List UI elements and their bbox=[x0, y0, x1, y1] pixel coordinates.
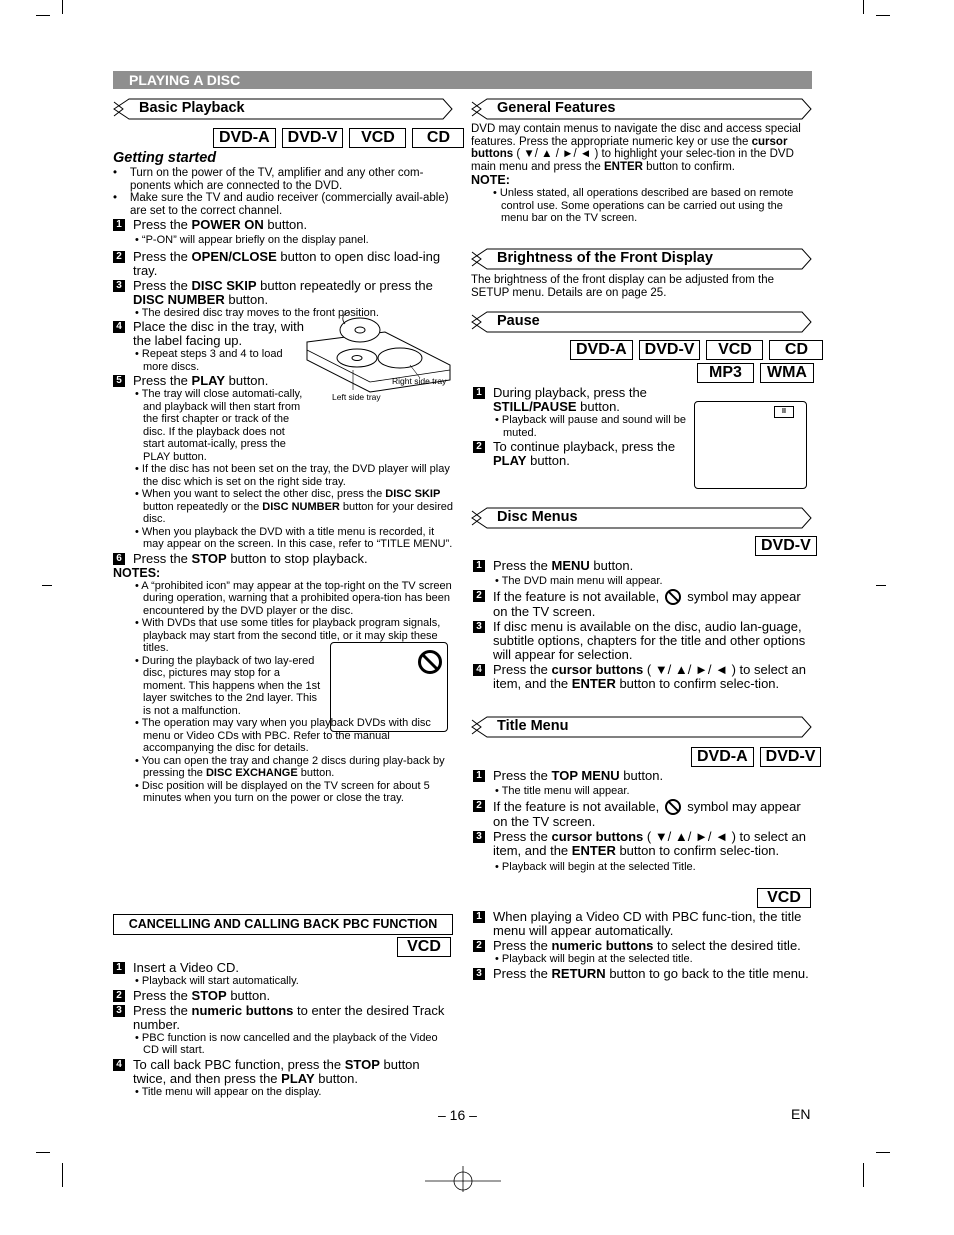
title-menu-vcd-body bbox=[473, 909, 813, 981]
title-menu-badges bbox=[691, 747, 821, 767]
disc-badge: DVD-A bbox=[213, 128, 276, 148]
brightness-text: The brightness of the front display can be adjusted from the SETUP menu. Details are on page 25. bbox=[471, 274, 775, 299]
pause-body bbox=[473, 385, 693, 468]
step-4: 4 Place the disc in the tray, with the label facing up. bbox=[113, 320, 308, 348]
disc-badge: DVD-A bbox=[570, 340, 633, 360]
note-item: • You can open the tray and change 2 discs during play-back by pressing the DISC EXCHANGE button. bbox=[135, 754, 445, 779]
step-5-note: • When you playback the DVD with a title menu is recorded, it may appear on the screen. In this case, refer to “TITLE MENU”. bbox=[135, 525, 453, 550]
language-code: EN bbox=[791, 1106, 811, 1122]
general-features-header bbox=[471, 98, 812, 118]
disc-menus-header bbox=[471, 507, 812, 527]
crop-mark bbox=[863, 1163, 864, 1187]
vcd-step-3: 3 Press the RETURN button to go back to the title menu. bbox=[473, 967, 813, 981]
page-number: – 16 – bbox=[438, 1107, 477, 1123]
getting-started-heading: Getting started bbox=[113, 150, 217, 166]
brightness-header bbox=[471, 248, 812, 268]
menu-step-2: 2 If the feature is not available, symbol may appear on the TV screen. bbox=[473, 589, 813, 619]
brightness-title: Brightness of the Front Display bbox=[497, 250, 713, 266]
disc-tray-illustration bbox=[305, 310, 455, 405]
pbc-step-3-note: • PBC function is now cancelled and the playback of the Video CD will start. bbox=[135, 1031, 438, 1056]
crop-mark bbox=[62, 0, 63, 14]
pause-title: Pause bbox=[497, 313, 540, 329]
section-bar bbox=[113, 71, 812, 89]
crop-mark bbox=[863, 0, 864, 14]
menu-step-4: 4 Press the cursor buttons ( ▼/ ▲/ ►/ ◄ ) to select an item, and the ENTER button to confirm selec-tion. bbox=[473, 663, 813, 691]
title-menu-body bbox=[473, 768, 813, 873]
pause-step-1-note: • Playback will pause and sound will be muted. bbox=[495, 414, 686, 439]
disc-badge: CD bbox=[769, 340, 823, 360]
pbc-body bbox=[113, 960, 453, 1098]
vcd-step-2: 2 Press the numeric buttons to select the desired title. bbox=[473, 939, 813, 953]
title-step-2: 2 If the feature is not available, symbol may appear on the TV screen. bbox=[473, 799, 813, 829]
tv-screen-prohibited bbox=[330, 642, 448, 732]
tv-screen-pause bbox=[694, 401, 807, 489]
disc-badge: VCD bbox=[757, 888, 811, 908]
disc-menus-body bbox=[473, 558, 813, 691]
title-step-3: 3 Press the cursor buttons ( ▼/ ▲/ ►/ ◄ ) to select an item, and the ENTER button to confirm selec-tion. bbox=[473, 830, 813, 858]
disc-badge: DVD-V bbox=[755, 536, 817, 556]
disc-badge: VCD bbox=[706, 340, 763, 360]
note-label: NOTE: bbox=[471, 173, 510, 187]
step-3: 3 Press the DISC SKIP button repeatedly or press the DISC NUMBER button. bbox=[113, 279, 455, 307]
general-features-text: DVD may contain menus to navigate the disc and access special features. Press the appropriate numeric key or use the cursor buttons ( ▼/ ▲ / ►/ ◄ ) to highlight your selec-tion in the DVD main menu and press the ENTER button to confirm. bbox=[471, 123, 801, 173]
vcd-step-1: 1 When playing a Video CD with PBC func-tion, the title menu will appear automatically. bbox=[473, 910, 813, 938]
vcd-step-2-note: • Playback will begin at the selected title. bbox=[495, 953, 693, 965]
menu-step-3: 3 If disc menu is available on the disc, audio lan-guage, subtitle options, chapters for the title and other options will appear for selection. bbox=[473, 620, 813, 662]
pause-step-1: 1 During playback, press the STILL/PAUSE button. bbox=[473, 386, 693, 414]
pbc-step-1: 1 Insert a Video CD. bbox=[113, 961, 453, 975]
pause-step-2: 2 To continue playback, press the PLAY button. bbox=[473, 440, 693, 468]
step-1-note: • “P-ON” will appear briefly on the display panel. bbox=[135, 234, 369, 246]
prohibited-icon bbox=[665, 799, 681, 815]
basic-playback-header bbox=[113, 98, 453, 118]
pause-header bbox=[471, 311, 812, 331]
pause-osd: II bbox=[774, 406, 794, 418]
title-menu-vcd-badge bbox=[757, 888, 811, 908]
step-5-note: • The tray will close automati-cally, and playback will then start from the first chapter or track of the disc. If the playback does not start automat-ically, press the PLAY button. bbox=[135, 388, 303, 463]
disc-badge: DVD-V bbox=[639, 340, 701, 360]
crop-mark bbox=[876, 1152, 890, 1153]
right-tray-label: Right side tray bbox=[392, 376, 447, 386]
note-item: • During the playback of two lay-ered disc, pictures may stop for a moment. This happens when the 1st layer switches to the 2nd layer. This is not a malfunction. bbox=[135, 654, 321, 717]
step-5-note: • When you want to select the other disc, press the DISC SKIP button repeatedly or the DISC NUMBER button for your desired disc. bbox=[135, 488, 453, 525]
pbc-title: CANCELLING AND CALLING BACK PBC FUNCTION bbox=[113, 914, 453, 935]
step-5-note: • If the disc has not been set on the tray, the DVD player will play the disc which is set on the right side tray. bbox=[135, 463, 450, 488]
pbc-step-4: 4 To call back PBC function, press the STOP button twice, and then press the PLAY button. bbox=[113, 1058, 453, 1086]
disc-badge: WMA bbox=[760, 363, 814, 383]
step-1: 1 Press the POWER ON button. bbox=[113, 218, 455, 232]
disc-menus-title: Disc Menus bbox=[497, 509, 578, 525]
general-features-body bbox=[471, 123, 811, 225]
pause-badges-row2 bbox=[697, 363, 814, 383]
disc-badge: DVD-A bbox=[691, 747, 754, 767]
pbc-step-2: 2 Press the STOP button. bbox=[113, 989, 453, 1003]
left-tray-label: Left side tray bbox=[332, 392, 381, 402]
step-3-note: • The desired disc tray moves to the front position. bbox=[135, 306, 379, 319]
title-step-1-note: • The title menu will appear. bbox=[495, 785, 630, 797]
pause-badges bbox=[570, 340, 823, 360]
crop-mark bbox=[62, 1163, 63, 1187]
note-item: • A “prohibited icon” may appear at the top-right on the TV screen during operation, warning that a prohibited opera-tion has been encountered by the DVD player or the disc. bbox=[135, 579, 452, 617]
crop-mark bbox=[36, 15, 50, 16]
gs-item: • Make sure the TV and audio receiver (commercially avail-able) are set to the correct channel. bbox=[113, 192, 449, 217]
prohibited-icon bbox=[417, 649, 443, 675]
general-features-title: General Features bbox=[497, 100, 616, 116]
basic-playback-title: Basic Playback bbox=[139, 100, 245, 116]
step-4-note: • Repeat steps 3 and 4 to load more discs. bbox=[135, 348, 283, 373]
basic-badges bbox=[213, 128, 464, 148]
pbc-step-1-note: • Playback will start automatically. bbox=[135, 975, 299, 987]
step-6: 6 Press the STOP button to stop playback. bbox=[113, 552, 455, 566]
step-5: 5 Press the PLAY button. bbox=[113, 374, 455, 388]
pbc-step-4-note: • Title menu will appear on the display. bbox=[135, 1085, 322, 1098]
disc-menus-badges bbox=[755, 536, 817, 556]
disc-badge: DVD-V bbox=[282, 128, 344, 148]
general-note: • Unless stated, all operations described are based on remote control use. Some operations can be carried out using the menu bar on the TV screen. bbox=[493, 187, 794, 224]
pbc-step-3: 3 Press the numeric buttons to enter the desired Track number. bbox=[113, 1004, 453, 1032]
note-item: • With DVDs that use some titles for playback program signals, playback may start from the second title, or it may skip these titles. bbox=[135, 617, 441, 654]
disc-badge: VCD bbox=[349, 128, 406, 148]
menu-step-1-note: • The DVD main menu will appear. bbox=[495, 575, 663, 587]
menu-step-1: 1 Press the MENU button. bbox=[473, 559, 813, 573]
registration-mark bbox=[425, 1162, 501, 1192]
title-step-1: 1 Press the TOP MENU button. bbox=[473, 769, 813, 783]
crop-mark bbox=[876, 585, 886, 586]
title-menu-header bbox=[471, 716, 812, 736]
title-step-3-note: • Playback will begin at the selected Title. bbox=[495, 860, 696, 873]
title-menu-title: Title Menu bbox=[497, 718, 569, 734]
notes-label: NOTES: bbox=[113, 565, 161, 580]
prohibited-icon bbox=[665, 589, 681, 605]
step-2: 2 Press the OPEN/CLOSE button to open disc load-ing tray. bbox=[113, 250, 455, 278]
disc-badge: VCD bbox=[397, 937, 451, 957]
crop-mark bbox=[876, 15, 890, 16]
disc-badge: DVD-V bbox=[760, 747, 822, 767]
crop-mark bbox=[36, 1152, 50, 1153]
note-item: • Disc position will be displayed on the TV screen for about 5 minutes when you turn on the power or close the tray. bbox=[135, 779, 430, 804]
crop-mark bbox=[42, 585, 52, 586]
section-title: PLAYING A DISC bbox=[129, 72, 241, 88]
disc-badge: MP3 bbox=[697, 363, 754, 383]
disc-badge: CD bbox=[412, 128, 464, 148]
gs-item: • Turn on the power of the TV, amplifier and any other com-ponents which are connected to the DVD. bbox=[113, 167, 424, 192]
note-item: • The operation may vary when you playback DVDs with disc menu or Video CDs with PBC. Refer to the manual accompanying the disc for details. bbox=[135, 717, 431, 754]
pbc-badges bbox=[397, 937, 451, 957]
